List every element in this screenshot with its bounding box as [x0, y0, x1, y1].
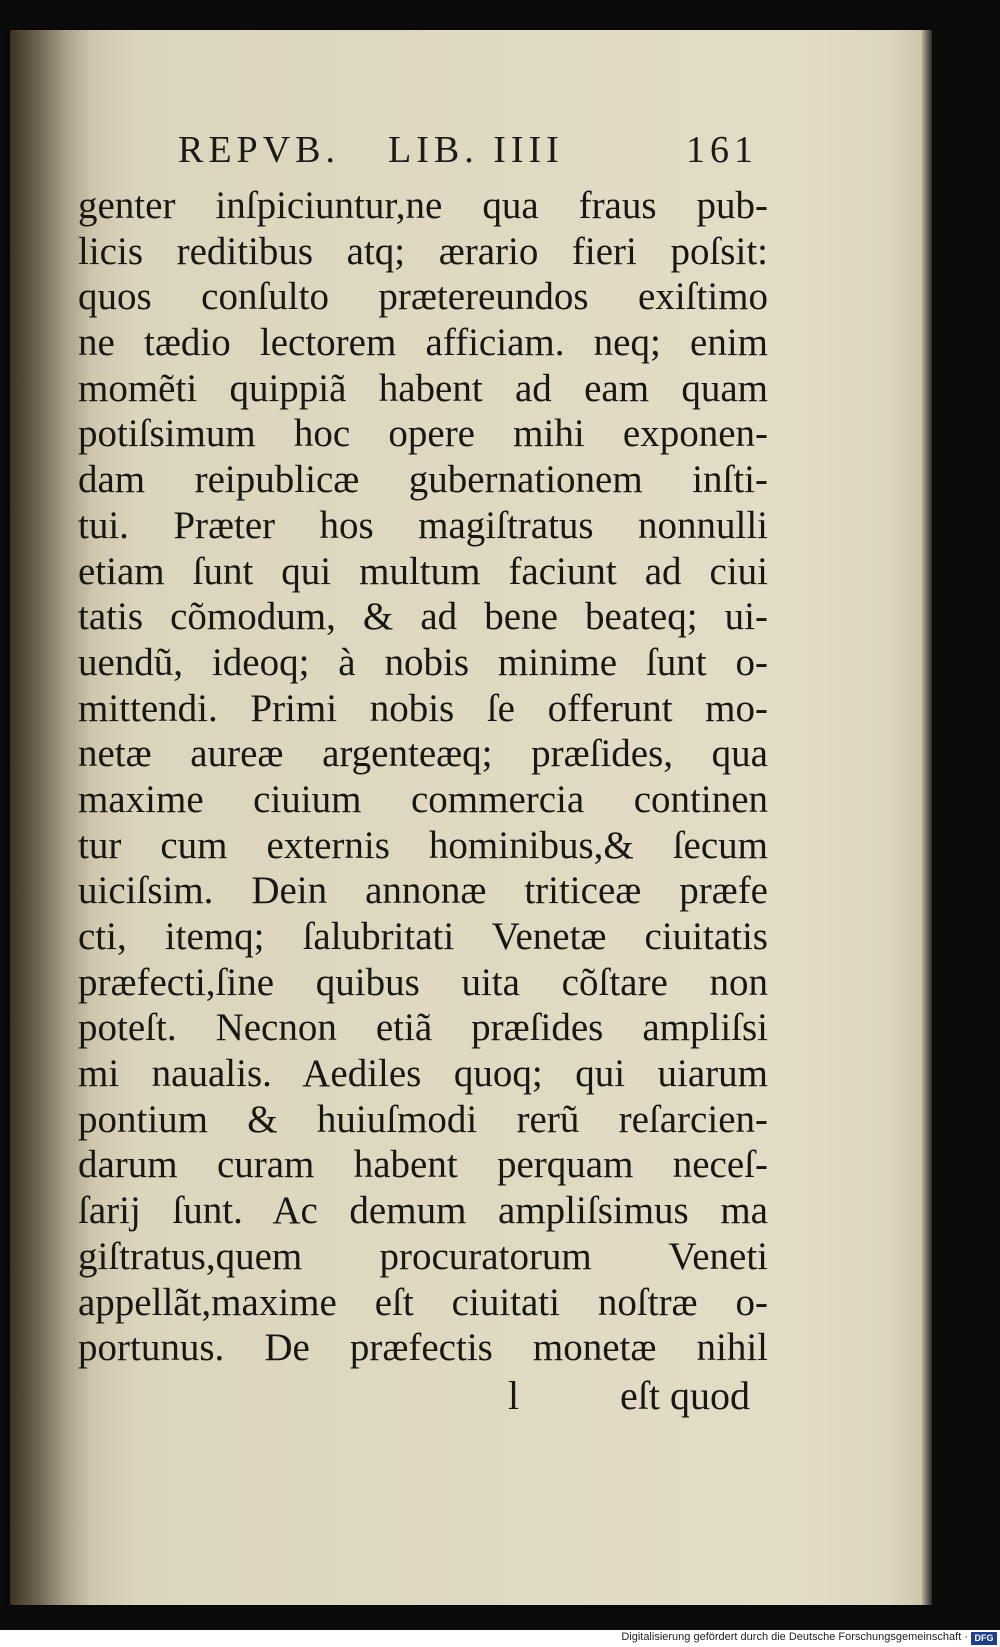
text-line: portunus. De præfectis monetæ nihil — [78, 1326, 768, 1370]
running-head — [178, 128, 758, 178]
text-line: ne tædio lectorem afficiam. neq; enim — [78, 321, 768, 365]
catchword: eſt quod — [620, 1373, 750, 1418]
page-edge — [922, 30, 932, 1605]
text-line: quos conſulto prætereundos exiſtimo — [78, 275, 768, 319]
text-line: tatis cõmodum, & ad bene beateq; ui- — [78, 595, 768, 639]
text-line: cti, itemq; ſalubritati Venetæ ciuitatis — [78, 915, 768, 958]
text-line: darum curam habent perquam neceſ- — [78, 1143, 768, 1187]
text-line: mittendi. Primi nobis ſe offerunt mo- — [78, 686, 768, 730]
text-line: dam reipublicæ gubernationem inſti- — [78, 458, 768, 502]
signature-mark: l — [508, 1373, 520, 1418]
text-line: licis reditibus atq; ærario fieri poſsit: — [78, 229, 768, 273]
running-head-book: LIB. IIII — [388, 129, 564, 171]
text-line: potiſsimum hoc opere mihi exponen- — [78, 412, 768, 456]
text-line: maxime ciuium commercia continen — [78, 777, 768, 821]
text-line: tur cum externis hominibus,& ſecum — [78, 823, 768, 867]
footer-credit: Digitalisierung gefördert durch die Deutsche Forschungsgemeinschaft · — [621, 1631, 968, 1643]
text-line: uendũ, ideoq; à nobis minime ſunt o- — [78, 640, 768, 684]
running-head-title: REPVB. — [178, 129, 340, 171]
text-line: poteſt. Necnon etiã præſides ampliſsi — [78, 1006, 768, 1050]
text-line: appellãt,maxime eſt ciuitati noſtræ o- — [78, 1280, 768, 1324]
text-line: ſarij ſunt. Ac demum ampliſsimus ma — [78, 1189, 768, 1233]
text-line: etiam ſunt qui multum faciunt ad ciui — [78, 549, 768, 593]
body-text — [78, 183, 768, 1371]
page-foot — [500, 1372, 750, 1422]
text-line: tui. Præter hos magiſtratus nonnulli — [78, 503, 768, 547]
text-line: giſtratus,quem procuratorum Veneti — [78, 1234, 768, 1278]
digitization-footer — [0, 1630, 1000, 1647]
dfg-logo: DFG — [971, 1632, 997, 1645]
text-line: genter inſpiciuntur,ne qua fraus pub- — [78, 184, 768, 227]
text-line: momẽti quippiã habent ad eam quam — [78, 366, 768, 410]
text-line: uiciſsim. Dein annonæ triticeæ præfe — [78, 869, 768, 913]
page-number: 161 — [686, 129, 758, 171]
text-line: netæ aureæ argenteæq; præſides, qua — [78, 732, 768, 776]
text-line: præfecti,ſine quibus uita cõſtare non — [78, 960, 768, 1004]
text-line: mi naualis. Aediles quoq; qui uiarum — [78, 1052, 768, 1096]
text-line: pontium & huiuſmodi rerũ reſarcien- — [78, 1097, 768, 1141]
